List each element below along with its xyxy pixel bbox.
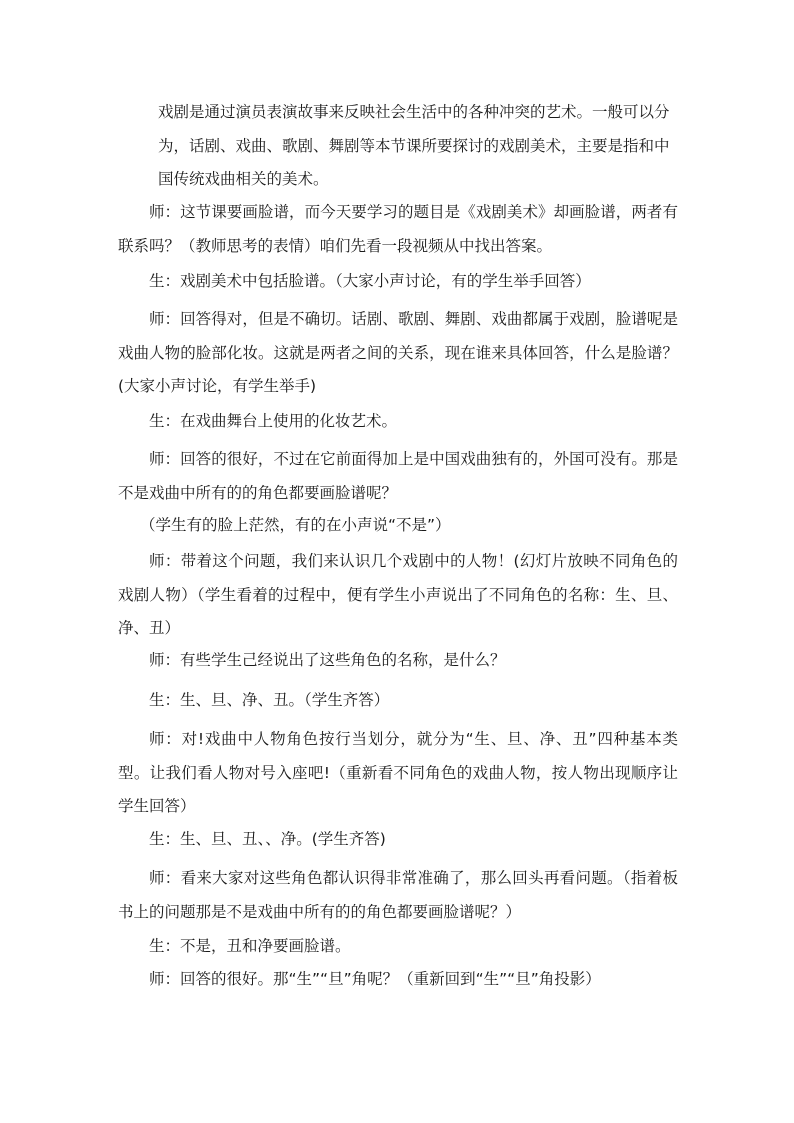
dialogue-paragraph-7: 师：带着这个问题，我们来认识几个戏剧中的人物！(幻灯片放映不同角色的戏剧人物）（学生看着的过程中，便有学生小声说出了不同角色的名称：生、旦、净、丑） — [118, 552, 678, 637]
dialogue-paragraph-9: 生：生、旦、净、丑。（学生齐答） — [149, 691, 390, 709]
dialogue-paragraph-10: 师：对!戏曲中人物角色按行当划分，就分为“生、旦、净、丑”四种基本类型。让我们看人物对号入座吧!（重新看不同角色的戏曲人物，按人物出现顺序让学生回答） — [118, 730, 678, 815]
dialogue-paragraph-14: 师：回答的很好。那“生”“旦”角呢？（重新回到“生”“旦”角投影） — [149, 970, 601, 988]
dialogue-paragraph-5: 师：回答的很好，不过在它前面得加上是中国戏曲独有的，外国可没有。那是不是戏曲中所有的的角色都要画脸谱呢？ — [118, 450, 678, 502]
dialogue-paragraph-2: 生：戏剧美术中包括脸谱。（大家小声讨论，有的学生举手回答） — [149, 272, 591, 290]
dialogue-paragraph-8: 师：有些学生己经说出了这些角色的名称，是什么？ — [149, 651, 506, 669]
intro-paragraph: 戏剧是通过演员表演故事来反映社会生活中的各种冲突的艺术。一般可以分为，话剧、戏曲、歌剧、舞剧等本节课所要探讨的戏剧美术，主要是指和中国传统戏曲相关的美术。 — [158, 103, 670, 188]
dialogue-paragraph-6: （学生有的脸上茫然，有的在小声说“不是”） — [140, 516, 451, 534]
dialogue-paragraph-11: 生：生、旦、丑、、净。(学生齐答) — [149, 830, 386, 848]
dialogue-paragraph-1: 师：这节课要画脸谱，而今天要学习的题目是《戏剧美术》却画脸谱，两者有联系吗？（教师思考的表情）咱们先看一段视频从中找出答案。 — [118, 203, 678, 255]
dialogue-paragraph-13: 生：不是，丑和净要画脸谱。 — [149, 937, 351, 955]
dialogue-paragraph-4: 生：在戏曲舞台上使用的化妆艺术。 — [149, 412, 398, 430]
dialogue-paragraph-12: 师：看来大家对这些角色都认识得非常准确了，那么回头再看问题。（指着板书上的问题那是不是戏曲中所有的的角色都要画脸谱呢？） — [118, 869, 678, 921]
dialogue-paragraph-3: 师：回答得对，但是不确切。话剧、歌剧、舞剧、戏曲都属于戏剧，脸谱呢是戏曲人物的脸部化妆。这就是两者之间的关系，现在谁来具体回答，什么是脸谱？(大家小声讨论，有学生举手) — [118, 310, 678, 395]
